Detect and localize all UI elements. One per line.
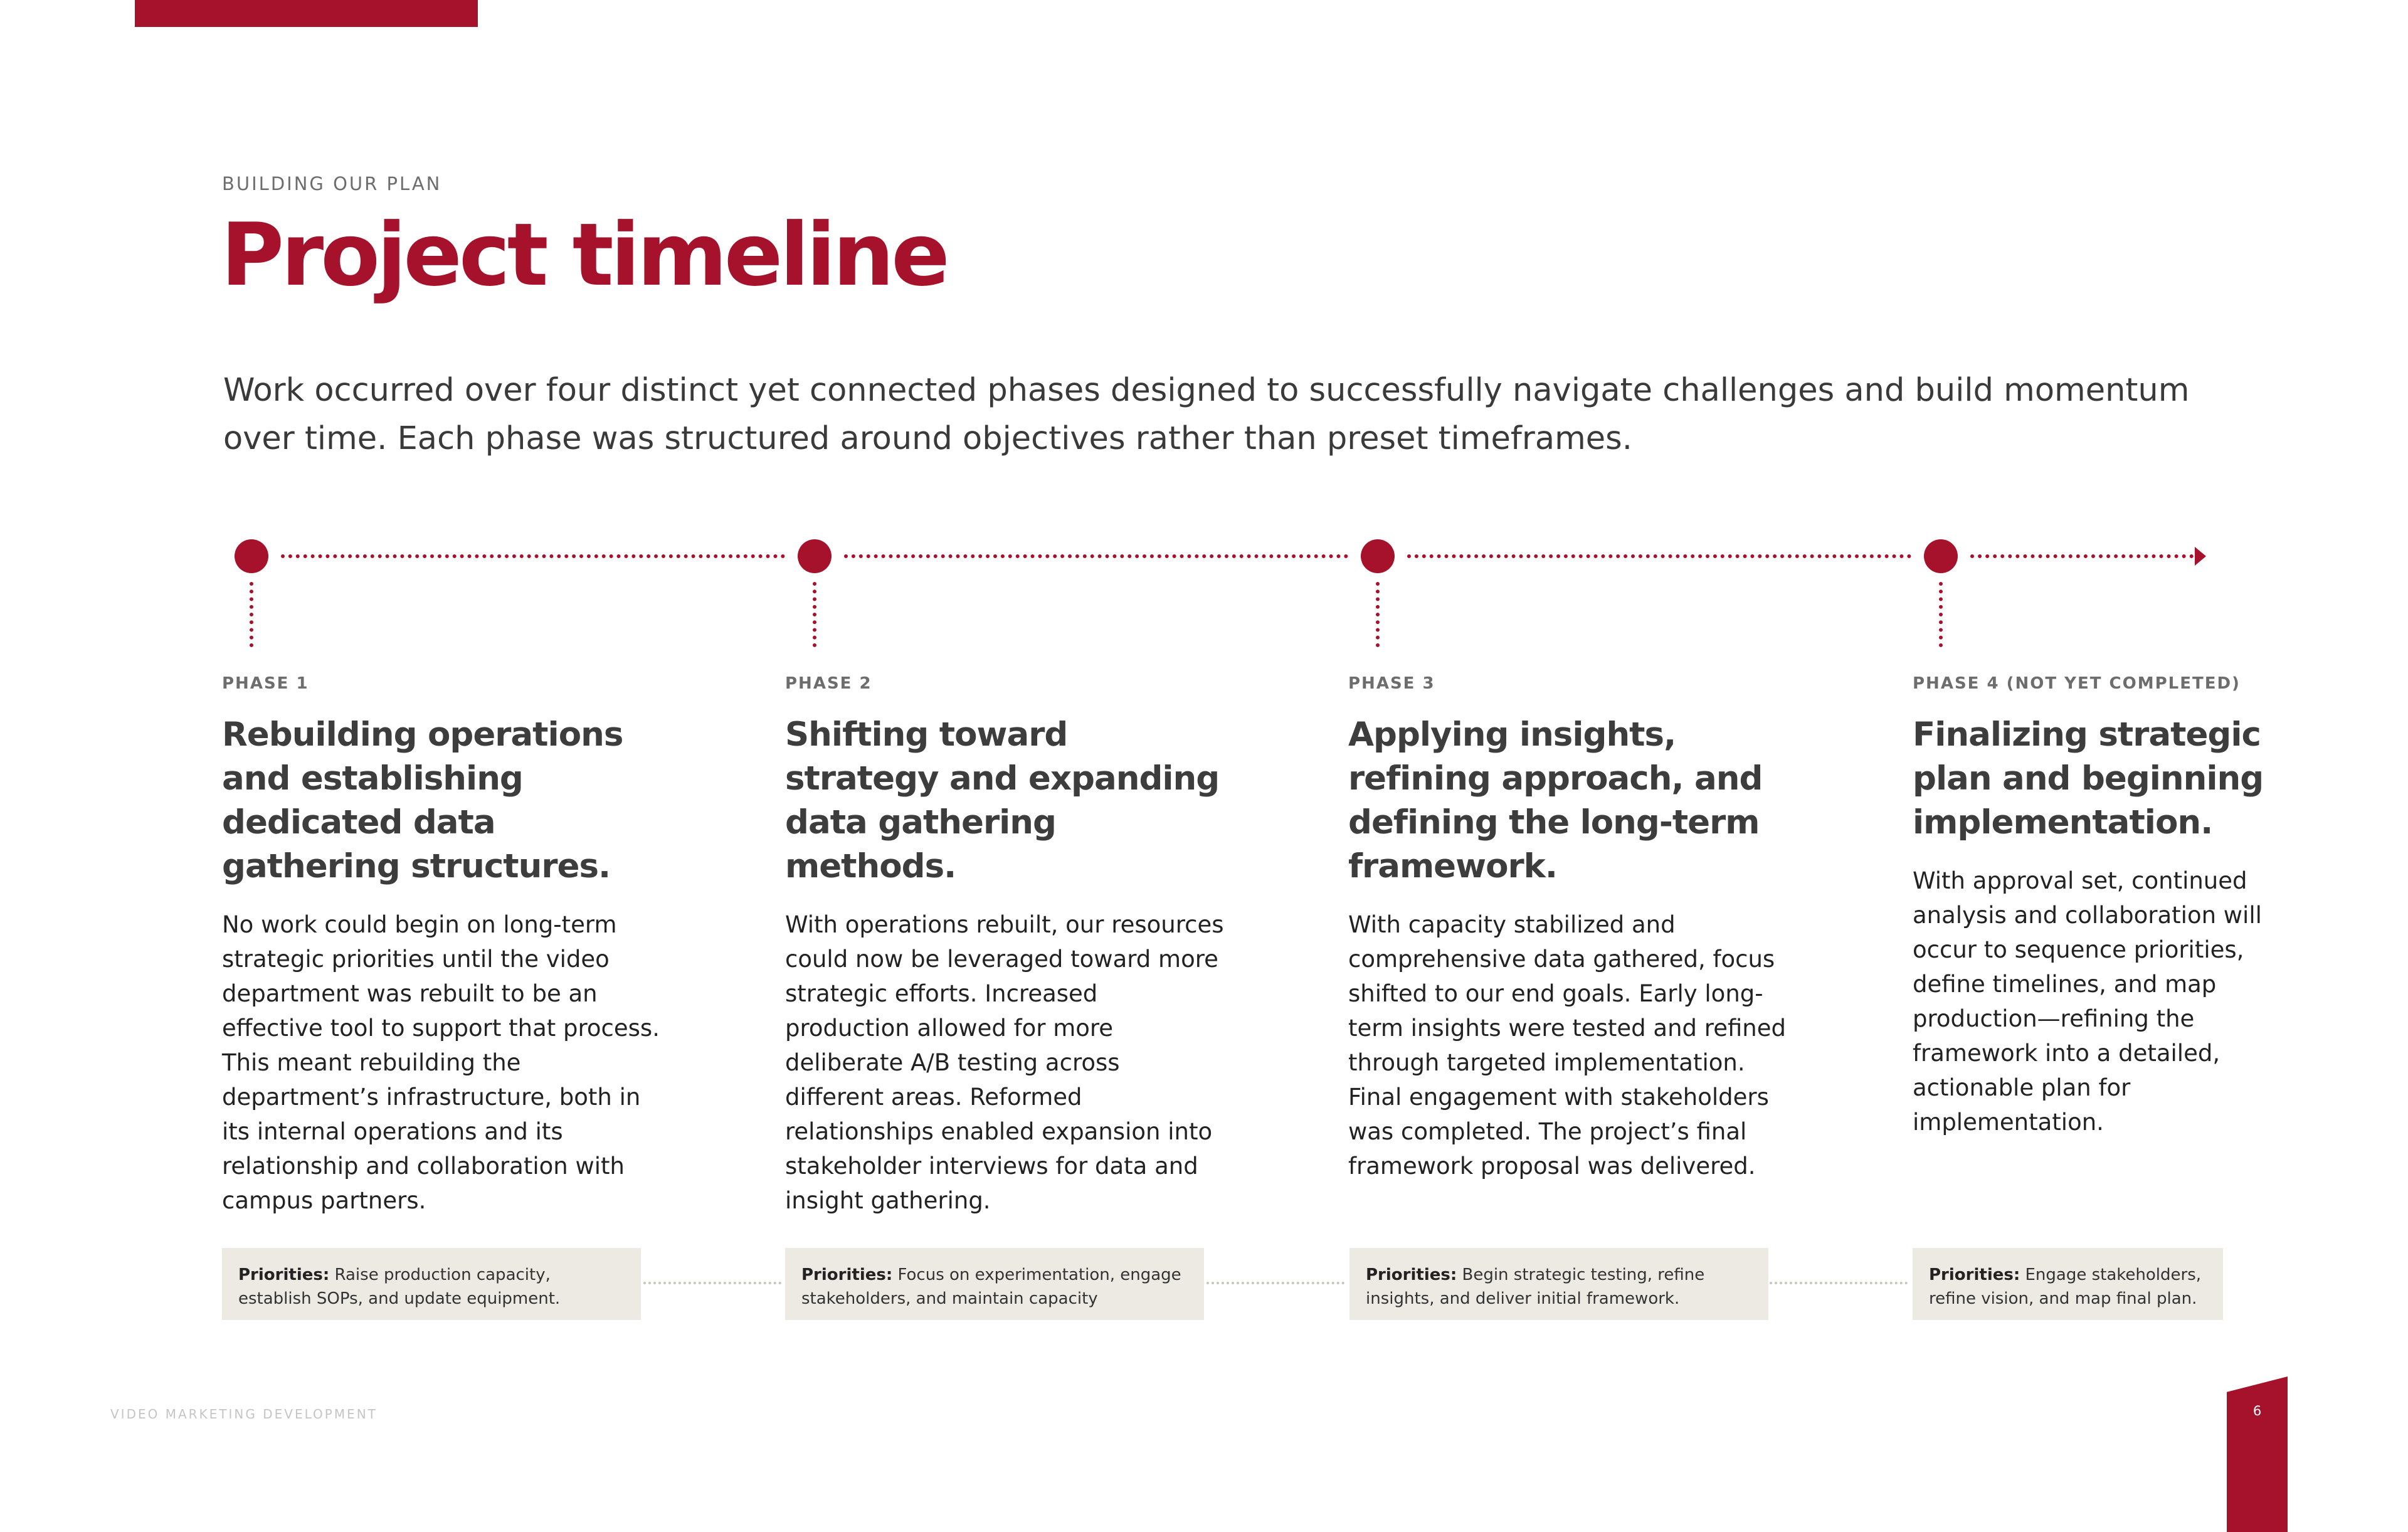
timeline (0, 539, 2408, 652)
page-number: 6 (2252, 1403, 2262, 1418)
timeline-connector-3 (1407, 554, 1911, 558)
priorities-text: Begin strategic testing, refine insights, and deliver initial framework. (1366, 1265, 1705, 1308)
priorities-text: Focus on experimentation, engage stakeholders, and maintain capacity (801, 1265, 1181, 1308)
timeline-connector-1 (281, 554, 785, 558)
phase-heading: Finalizing strategic plan and beginning implementation. (1913, 716, 2264, 842)
timeline-connector-2 (844, 554, 1348, 558)
phase-label: PHASE 3 (1348, 674, 1435, 693)
phase-body: No work could begin on long-term strategic priorities until the video department was rebuilt to be an effective tool to support that process. This meant rebuilding the department’s infrastructure, both in its internal operations and its relationship and collaboration with campus partners. (222, 911, 660, 1214)
priorities-box-4 (1913, 1248, 2223, 1320)
timeline-drop-line-2 (813, 582, 816, 647)
top-accent-bar (135, 0, 478, 27)
intro-paragraph: Work occurred over four distinct yet connected phases designed to successfully navigate challenges and build momentum over time. Each phase was structured around objectives rather than preset timeframes. (223, 372, 2190, 457)
priorities-box-2 (785, 1248, 1204, 1320)
phase-column-1 (222, 674, 661, 1218)
timeline-dot-phase-2 (798, 539, 832, 573)
page-title: Project timeline (221, 204, 947, 305)
phase-column-4 (1913, 674, 2264, 1139)
timeline-drop-line-1 (250, 582, 253, 647)
phase-heading: Shifting toward strategy and expanding data gathering methods. (785, 716, 1220, 885)
timeline-dot-phase-4 (1924, 539, 1958, 573)
priorities-box-1 (222, 1248, 641, 1320)
priorities-label: Priorities: (1366, 1265, 1457, 1284)
timeline-dot-phase-1 (235, 539, 268, 573)
priorities-label: Priorities: (801, 1265, 893, 1284)
timeline-connector-4 (1970, 554, 2194, 558)
phase-body: With approval set, continued analysis and collaboration will occur to sequence priorities, define timelines, and map production—refining the framework into a detailed, actionable plan for implementation. (1913, 867, 2262, 1136)
priorities-box-3 (1349, 1248, 1768, 1320)
phase-heading: Applying insights, refining approach, and defining the long-term framework. (1348, 716, 1763, 885)
phase-body: With operations rebuilt, our resources could now be leveraged toward more strategic efforts. Increased production allowed for more deliberate A/B testing across different areas. Reformed relationships enabled expansion into stakeholder interviews for data and insight gathering. (785, 911, 1224, 1214)
priorities-text: Engage stakeholders, refine vision, and map final plan. (1929, 1265, 2202, 1308)
section-eyebrow: BUILDING OUR PLAN (222, 173, 442, 194)
timeline-drop-line-3 (1376, 582, 1380, 647)
timeline-drop-line-4 (1939, 582, 1943, 647)
phase-column-2 (785, 674, 1224, 1218)
phase-label: PHASE 2 (785, 674, 872, 693)
phase-heading: Rebuilding operations and establishing dedicated data gathering structures. (222, 716, 623, 885)
timeline-dot-phase-3 (1361, 539, 1395, 573)
timeline-arrow-icon (2195, 547, 2206, 566)
phase-column-3 (1348, 674, 1787, 1183)
priorities-label: Priorities: (238, 1265, 330, 1284)
priority-connector-1 (643, 1282, 781, 1284)
page-number-tab (2227, 1376, 2288, 1532)
phase-label: PHASE 1 (222, 674, 309, 693)
footer-document-title: VIDEO MARKETING DEVELOPMENT (110, 1407, 378, 1422)
phase-body: With capacity stabilized and comprehensive data gathered, focus shifted to our end goals. Early long-term insights were tested and refined through targeted implementation. Final engagement with stakeholders was completed. The project’s final framework proposal was delivered. (1348, 911, 1786, 1180)
phase-label: PHASE 4 (NOT YET COMPLETED) (1913, 674, 2241, 693)
priority-connector-3 (1770, 1282, 1908, 1284)
priority-connector-2 (1207, 1282, 1344, 1284)
priorities-text: Raise production capacity, establish SOPs, and update equipment. (238, 1265, 561, 1308)
priorities-label: Priorities: (1929, 1265, 2020, 1284)
